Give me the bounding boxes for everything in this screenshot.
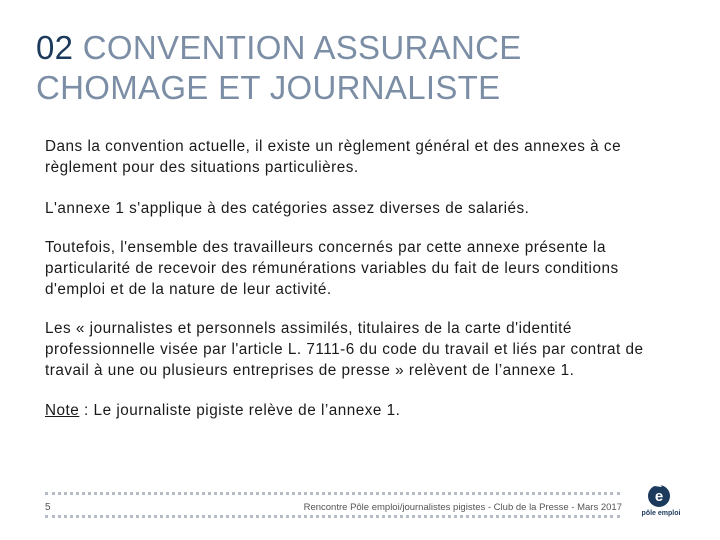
page-number: 5 [45,502,51,513]
paragraph-3: Toutefois, l'ensemble des travailleurs concernés par cette annexe présente la particularité de recevoir des rémunérations variables du fait de leurs conditions d'emploi et de la nature de leur activité. [45,239,619,298]
logo-text: pôle emploi [641,510,681,517]
paragraph-1: Dans la convention actuelle, il existe un règlement général et des annexes à ce règlement pour des situations particulières. [45,138,622,176]
title-number: 02 [36,29,74,66]
title-line-1: CONVENTION ASSURANCE [73,29,522,66]
note-label: Note [45,402,80,419]
slide-title [36,28,676,108]
slide-body [45,136,665,440]
footer-divider-bottom [45,515,620,518]
footer-caption: Rencontre Pôle emploi/journalistes pigistes - Club de la Presse - Mars 2017 [303,502,622,513]
svg-text:e: e [654,488,664,505]
paragraph-4: Les « journalistes et personnels assimilés, titulaires de la carte d'identité professionnelle visée par l'article L. 7111-6 du code du travail et liés par contrat de travail à une ou plusieurs entreprises de presse » relèvent de l’annexe 1. [45,320,644,379]
title-line-2: CHOMAGE ET JOURNALISTE [36,69,501,106]
note-paragraph [45,400,665,421]
note-text: : Le journaliste pigiste relève de l’annexe 1. [79,402,401,419]
paragraph-2: L'annexe 1 s'applique à des catégories assez diverses de salariés. [45,200,530,217]
footer-divider-top [45,492,620,495]
